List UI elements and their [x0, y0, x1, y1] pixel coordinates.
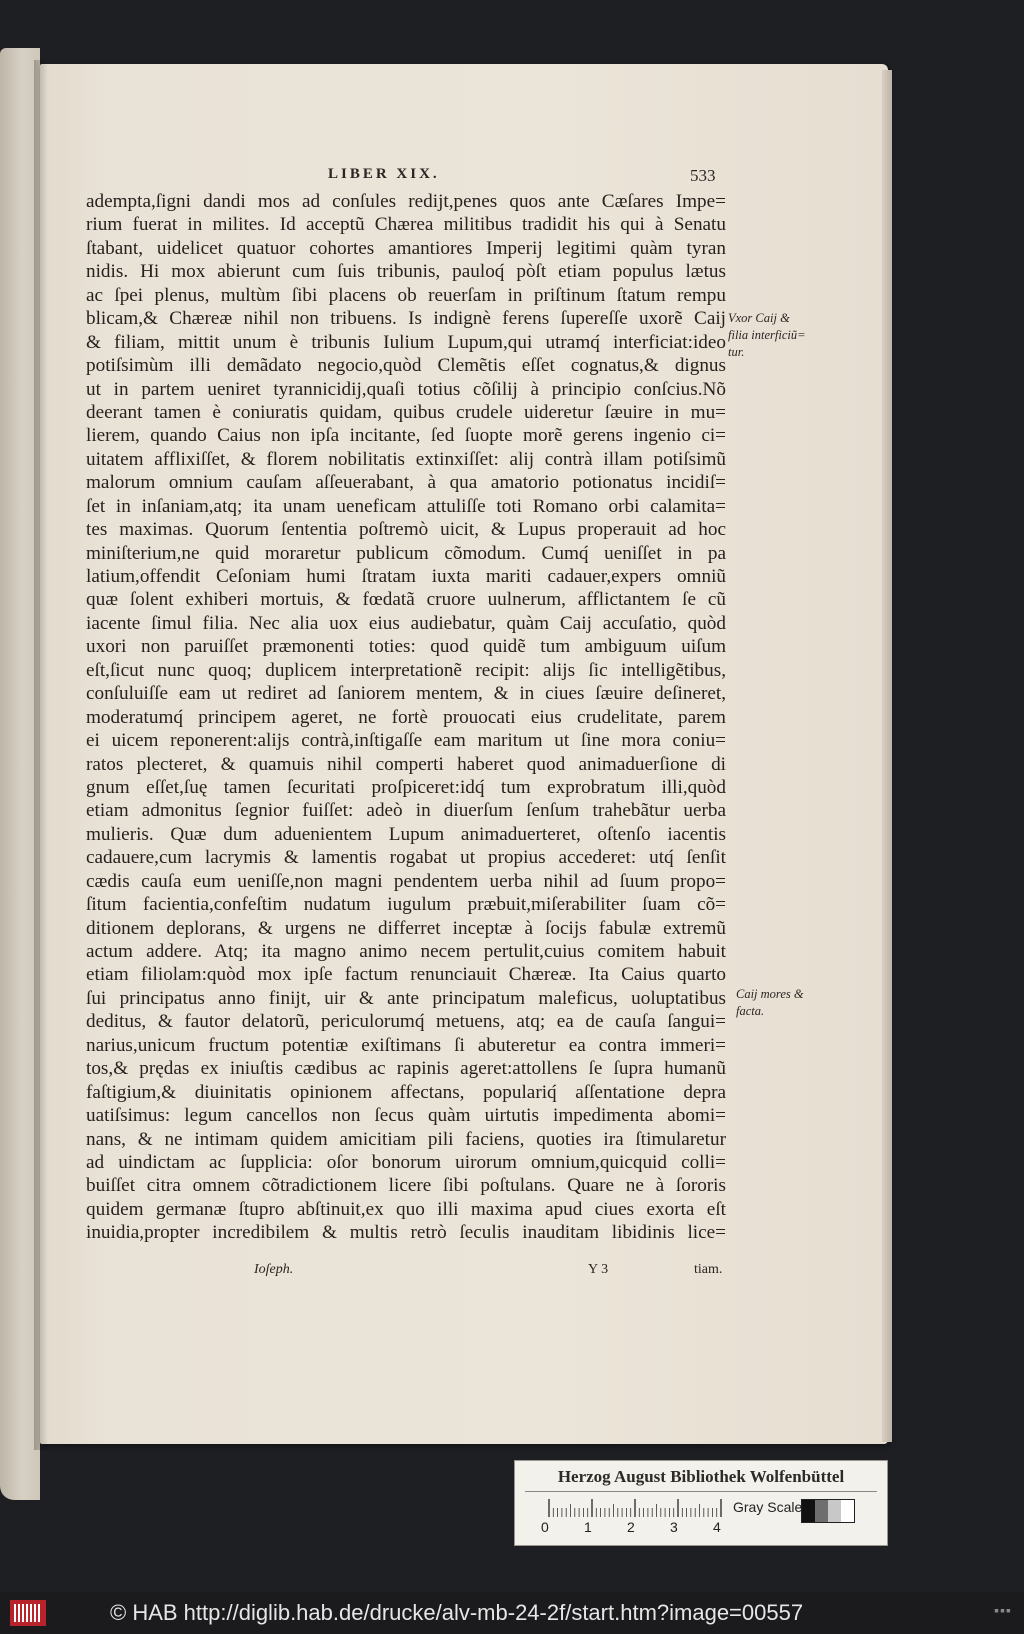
text-line: eſt,ſicut nunc quoq; duplicem interpretationẽ recipit: alijs ſic intelligẽtibus,	[86, 659, 726, 681]
text-line: miniſterium,ne quid moraretur publicum cõmodum. Cumq́ ueniſſet in pa	[86, 542, 726, 564]
status-bar	[0, 1592, 1024, 1634]
page-header	[0, 166, 1024, 188]
text-line: ſui principatus anno finijt, uir & ante principatum maleficus, uoluptatibus	[86, 987, 726, 1009]
text-line: inuidia,propter incredibilem & multis retrò ſeculis inauditam libidinis lice=	[86, 1222, 726, 1244]
grayscale-patch	[815, 1500, 828, 1522]
marginal-note	[728, 310, 806, 361]
text-line: nans, & ne intimam quidem amicitiam pili faciens, quoties ira ſtimularetur	[86, 1128, 726, 1150]
text-line: narius,unicum fructum potentiæ exiſtimans ſi abuteretur ea contra immeri=	[86, 1034, 726, 1056]
scale-number: 1	[584, 1519, 592, 1535]
grayscale-patch	[802, 1500, 815, 1522]
text-line: tos,& prędas ex iniuſtis cædibus ac rapinis ageret:attollens ſe ſupra humanũ	[86, 1058, 726, 1080]
text-line: quæ ſolent exhiberi mortuis, & fœdatã cruore uulnerum, afflictantem ſe cũ	[86, 589, 726, 611]
text-line: uxori non paruiſſet præmonenti toties: quod quidẽ tum ambiguum uiſum	[86, 636, 726, 658]
signature-mark: Y 3	[588, 1262, 609, 1277]
page-fore-edge	[882, 70, 892, 1442]
text-line: nidis. Hi mox abierunt cum ſuis tribunis, pauloq́ pòſt etiam populus lætus	[86, 261, 726, 283]
scale-numbers	[541, 1519, 741, 1537]
text-line: deditus, & fautor delatorũ, periculorumq́ metuens, atq; ea de cauſa ſangui=	[86, 1011, 726, 1033]
text-line: cadauere,cum lacrymis & lamentis rogabat ut propius accederet: utq́ ſenſit	[86, 847, 726, 869]
marginal-note-line: tur.	[728, 345, 745, 359]
marginal-note	[736, 986, 804, 1020]
grayscale-patch	[841, 1500, 854, 1522]
text-line: latium,offendit Ceſoniam humi ſtratam iuxta mariti cadauer,expers omniũ	[86, 566, 726, 587]
scale-number: 4	[713, 1519, 721, 1535]
gutter-shadow	[34, 60, 48, 1450]
footer-note: Ioſeph.	[254, 1262, 294, 1277]
text-line: ſtabant, uidelicet quatuor cohortes amantiores Imperij legitimi quàm tyran	[86, 237, 726, 259]
main-text-block	[86, 190, 726, 1245]
text-line: ademptа,ſigni dandi mos ad conſules redijt,penes quos ante Cæſares Impe=	[86, 191, 726, 212]
marginal-note-line: facta.	[736, 1004, 765, 1018]
grayscale-swatch	[801, 1499, 855, 1523]
text-line: ac ſpei plenus, multùm ſibi placens ob reuerſam in priſtinum ſtatum rempu	[86, 284, 726, 306]
text-line: iacente ſimul filia. Nec alia uox eius audiebatur, quàm Caij accuſatio, quòd	[86, 612, 726, 634]
scale-number: 2	[627, 1519, 635, 1535]
marginal-note-line: Vxor Caij &	[728, 311, 790, 325]
text-line: ut in partem ueniret tyrannicidij,quaſi totius cõſilij à principio conſcius.Nõ	[86, 378, 726, 400]
text-line: ſet in inſaniam,atq; ita unam ueneficam attuliſſe toti Romano orbi calamita=	[86, 495, 726, 517]
text-line: ditionem deplorans, & urgens ne differret inceptæ à ſocijs fabulæ extremũ	[86, 917, 726, 939]
source-credit-link[interactable]: © HAB http://diglib.hab.de/drucke/alv-mb-24-2f/start.htm?image=00557	[110, 1600, 804, 1625]
text-line: uitatem afflixiſſet, & florem nobilitatis extinxiſſet: alij contrà illam potiſsimũ	[86, 448, 726, 470]
grayscale-label: Gray Scale	[733, 1499, 803, 1515]
text-line: rium fuerat in milites. Id acceptũ Chærea militibus tradidit his qui à Senatu	[86, 214, 726, 236]
text-line: mulieris. Quæ dum aduenientem Lupum animaduerteret, oſtenſo iacentis	[86, 823, 726, 845]
text-line: actum addere. Atq; ita magno animo necem pertulit,cuius comitem habuit	[86, 941, 726, 962]
text-line: & filiam, mittit unum è tribunis Iulium Lupum,qui utramq́ interficiat:ideo	[86, 331, 726, 353]
text-line: ſitum facientia,confeſtim nudatum iugulum præbuit,miſerabiliter ſuam cõ=	[86, 894, 726, 916]
text-line: deerant tamen è coniuratis quidam, quibus crudele uideretur ſæuire in mu=	[86, 401, 726, 423]
library-color-card	[514, 1460, 888, 1546]
page-number: 533	[690, 166, 716, 185]
marginal-note-line: filia interficiũ=	[728, 328, 806, 342]
running-title: LIBER XIX.	[328, 166, 440, 182]
text-line: moderatumq́ principem ageret, ne fortè prouocati eius crudelitate, parem	[86, 706, 726, 728]
text-line: gnum eſſet,ſuę tamen ſecuritati proſpiceret:idq́ tum exprobratum illi,quòd	[86, 776, 726, 798]
text-line: buiſſet citra omnem cõtradictionem licere ſibi poſtulans. Quare ne à ſororis	[86, 1175, 726, 1197]
catchword: tiam.	[694, 1262, 723, 1277]
grayscale-patch	[828, 1500, 841, 1522]
marginal-note-line: Caij mores &	[736, 987, 804, 1001]
text-line: uatiſsimus: legum cancellos non ſecus quàm uirtutis impedimenta abomi=	[86, 1105, 726, 1127]
scale-number: 3	[670, 1519, 678, 1535]
more-options-icon[interactable]: ▪▪▪	[994, 1602, 1012, 1618]
card-divider	[525, 1491, 877, 1492]
text-line: lierem, quando Caius non ipſa incitante, ſed ſuopte morẽ gerens ingenio ci=	[86, 425, 726, 447]
text-line: etiam filiolam:quòd mox ipſe factum renunciauit Chæreæ. Ita Caius quarto	[86, 964, 726, 986]
ruler-ticks	[547, 1499, 727, 1517]
text-line: quidem germanæ ſtupro abſtinuit,ex quo illi maxima apud ciues exorta eſt	[86, 1198, 726, 1220]
text-line: ad uindictam ac ſupplicia: oſor bonorum uirorum omnium,quicquid colli=	[86, 1151, 726, 1173]
text-line: conſuluiſſe eam ut rediret ad ſaniorem mentem, & in ciues ſæuire deſineret,	[86, 683, 726, 705]
page-footer	[0, 1262, 1024, 1282]
text-line: potiſsimùm illi demãdato negocio,quòd Clemẽtis eſſet cognatus,& dignus	[86, 355, 726, 377]
hab-logo-icon	[10, 1600, 46, 1626]
scale-number: 0	[541, 1519, 549, 1535]
text-line: blicam,& Chæreæ nihil non tribuens. Is indignè ferens ſupereſſe uxorẽ Caij	[86, 308, 726, 330]
text-line: tes maximas. Quorum ſententia poſtremò uicit, & Lupus properauit ad hoc	[86, 519, 726, 541]
scale-ruler	[547, 1499, 727, 1517]
text-line: ei uicem reponerent:alijs contrà,inſtigaſſe eam maritum ut ſine mora coniu=	[86, 730, 726, 752]
library-name: Herzog August Bibliothek Wolfenbüttel	[557, 1467, 845, 1486]
text-line: cædis cauſa eum ueniſſe,non magni pendentem uerba nihil ad ſuum propo=	[86, 870, 726, 892]
text-line: ratos plecteret, & quamuis nihil comperti haberet quod animaduerſione di	[86, 753, 726, 775]
text-line: etiam admonitus ſegnior fuiſſet: adeò in diuerſum ſenſum trahebãtur uerba	[86, 800, 726, 822]
text-line: faſtigium,& diuinitatis opinionem affectans, populariq́ aſſentatione depra	[86, 1081, 726, 1103]
text-line: malorum omnium cauſam aſſeuerabant, à qua amatorio potionatus incidiſ=	[86, 472, 726, 494]
